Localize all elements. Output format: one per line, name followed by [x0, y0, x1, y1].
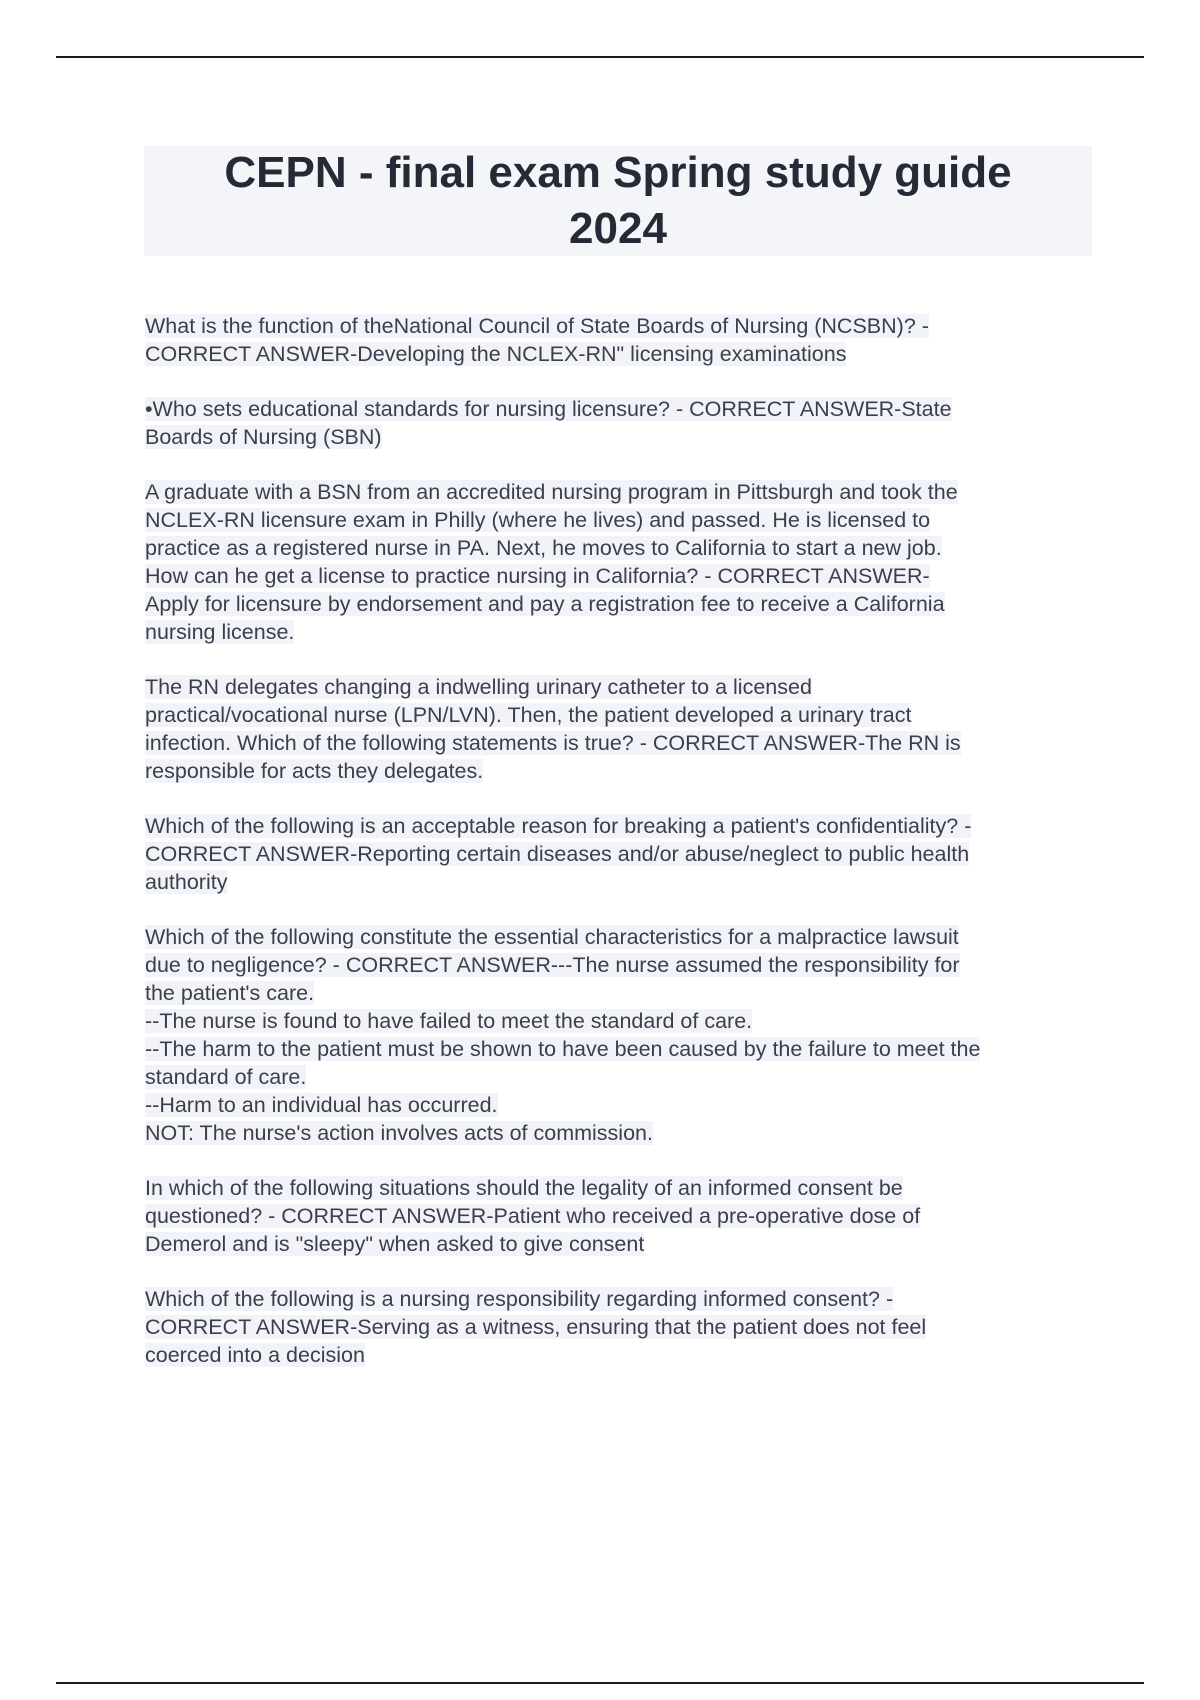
text-line: Which of the following is an acceptable reason for breaking a patient's confidentiality? - — [145, 814, 972, 838]
qa-entry-4 — [145, 673, 1095, 785]
text-line: •Who sets educational standards for nursing licensure? - CORRECT ANSWER-State — [145, 397, 952, 421]
qa-entry-8 — [145, 1285, 1095, 1369]
qa-entry-2 — [145, 395, 1095, 451]
text-line: standard of care. — [145, 1065, 307, 1089]
qa-entry-6 — [145, 923, 1095, 1147]
title-banner — [144, 146, 1092, 256]
text-line: practical/vocational nurse (LPN/LVN). Then, the patient developed a urinary tract — [145, 703, 912, 727]
text-line: Which of the following is a nursing responsibility regarding informed consent? - — [145, 1287, 894, 1311]
text-line: NCLEX-RN licensure exam in Philly (where he lives) and passed. He is licensed to — [145, 508, 931, 532]
text-line: authority — [145, 870, 228, 894]
text-line: A graduate with a BSN from an accredited nursing program in Pittsburgh and took the — [145, 480, 958, 504]
text-line: CORRECT ANSWER-Reporting certain diseases and/or abuse/neglect to public health — [145, 842, 970, 866]
text-line: practice as a registered nurse in PA. Next, he moves to California to start a new job. — [145, 536, 942, 560]
page-title-line-2: 2024 — [569, 204, 667, 253]
text-line: CORRECT ANSWER-Developing the NCLEX-RN" licensing examinations — [145, 342, 847, 366]
text-line: the patient's care. — [145, 981, 315, 1005]
top-rule — [56, 56, 1144, 58]
bottom-rule — [56, 1682, 1144, 1684]
text-line: NOT: The nurse's action involves acts of commission. — [145, 1121, 653, 1145]
text-line: Apply for licensure by endorsement and pay a registration fee to receive a California — [145, 592, 945, 616]
text-line: CORRECT ANSWER-Serving as a witness, ensuring that the patient does not feel — [145, 1315, 927, 1339]
text-line: responsible for acts they delegates. — [145, 759, 484, 783]
qa-entry-7 — [145, 1174, 1095, 1258]
text-line: coerced into a decision — [145, 1343, 365, 1367]
text-line: due to negligence? - CORRECT ANSWER---The nurse assumed the responsibility for — [145, 953, 960, 977]
text-line: Boards of Nursing (SBN) — [145, 425, 382, 449]
page-title-line-1: CEPN - final exam Spring study guide — [224, 148, 1012, 197]
text-line: Demerol and is "sleepy" when asked to give consent — [145, 1232, 645, 1256]
text-line: The RN delegates changing a indwelling urinary catheter to a licensed — [145, 675, 812, 699]
qa-entry-1 — [145, 312, 1095, 368]
page-title — [224, 145, 1011, 257]
text-line: How can he get a license to practice nursing in California? - CORRECT ANSWER- — [145, 564, 930, 588]
study-guide-content — [145, 312, 1095, 1396]
qa-entry-3 — [145, 478, 1095, 646]
text-line: --The harm to the patient must be shown to have been caused by the failure to meet the — [145, 1037, 981, 1061]
text-line: What is the function of theNational Council of State Boards of Nursing (NCSBN)? - — [145, 314, 929, 338]
text-line: --Harm to an individual has occurred. — [145, 1093, 498, 1117]
text-line: --The nurse is found to have failed to meet the standard of care. — [145, 1009, 753, 1033]
text-line: Which of the following constitute the essential characteristics for a malpractice lawsuit — [145, 925, 959, 949]
text-line: questioned? - CORRECT ANSWER-Patient who received a pre-operative dose of — [145, 1204, 921, 1228]
text-line: nursing license. — [145, 620, 295, 644]
text-line: In which of the following situations should the legality of an informed consent be — [145, 1176, 903, 1200]
text-line: infection. Which of the following statements is true? - CORRECT ANSWER-The RN is — [145, 731, 961, 755]
qa-entry-5 — [145, 812, 1095, 896]
